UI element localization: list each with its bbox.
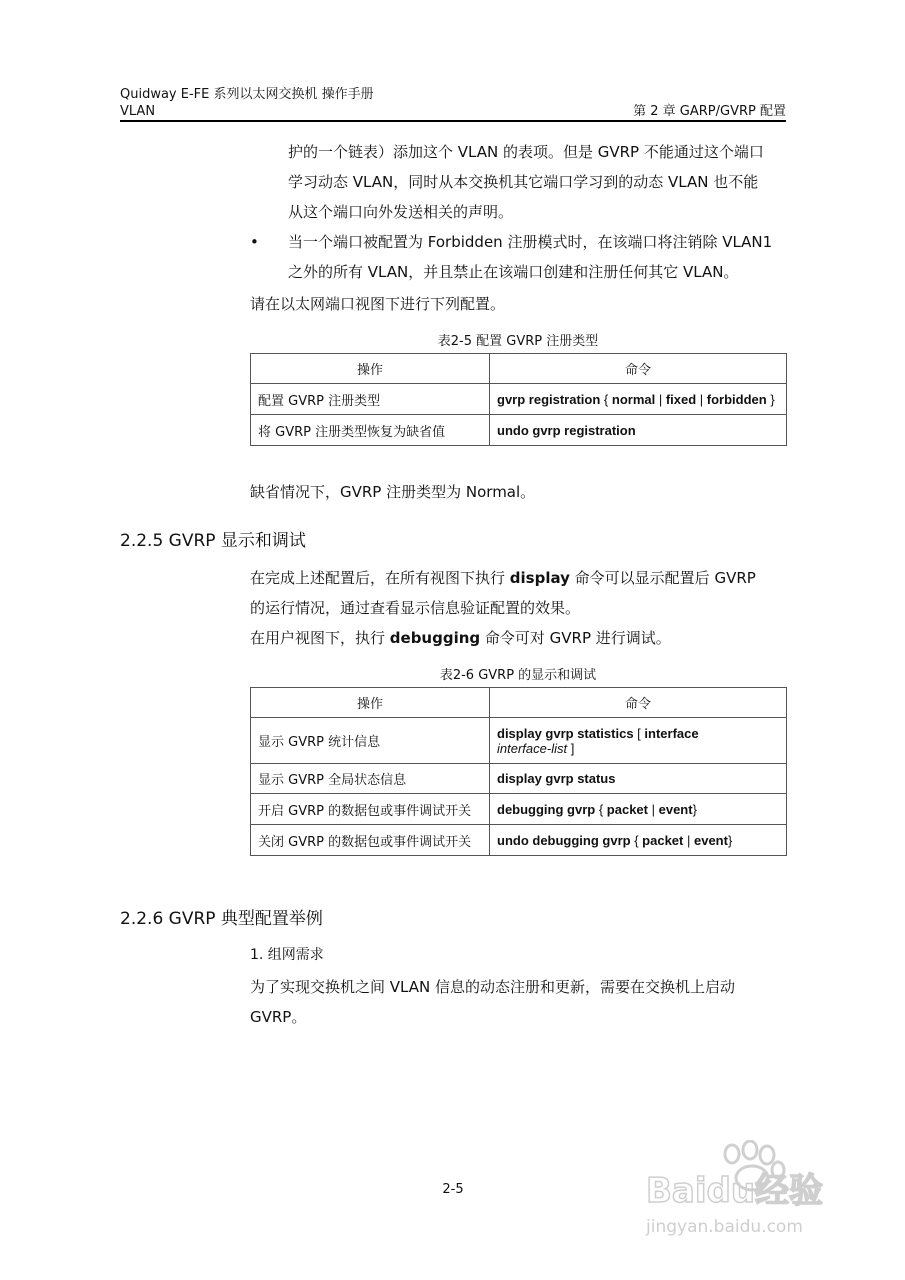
text-run: 命令可对 GVRP 进行调试。 (480, 629, 671, 647)
cmd-punct: | (683, 832, 694, 848)
section1-para1 (250, 563, 786, 593)
cmd-punct: { (595, 801, 607, 817)
table-row (251, 718, 787, 764)
cmd-keyword: gvrp registration (497, 391, 601, 407)
section2-body (250, 940, 786, 1032)
table-row (251, 384, 787, 415)
bullet-line-2: 之外的所有 VLAN，并且禁止在该端口创建和注册任何其它 VLAN。 (288, 263, 739, 281)
section1-para2 (250, 623, 786, 653)
table-header-row (251, 688, 787, 718)
op-cell: 显示 GVRP 全局状态信息 (251, 764, 490, 794)
cmd-keyword: interface (644, 725, 699, 741)
cmd-keyword: undo gvrp registration (497, 422, 636, 438)
chapter-title: 第 2 章 GARP/GVRP 配置 (633, 104, 786, 119)
cmd-cell (490, 794, 787, 825)
cmd-keyword: event (658, 801, 693, 817)
table1-caption: 表2-5 配置 GVRP 注册类型 (437, 334, 599, 349)
cmd-keyword: forbidden (706, 391, 767, 407)
section2-para-line1: 为了实现交换机之间 VLAN 信息的动态注册和更新，需要在交换机上启动 (250, 978, 735, 996)
table-header-cell: 命令 (490, 688, 787, 718)
header-line-2 (120, 103, 786, 120)
table-header-row (251, 354, 787, 384)
section2-para-line2: GVRP。 (250, 1008, 307, 1026)
cmd-punct: } (692, 801, 697, 817)
table2 (250, 687, 787, 856)
paw-icon (640, 1140, 860, 1250)
cmd-cell (490, 825, 787, 856)
page-number: 2-5 (442, 1182, 464, 1197)
bullet-line-1: 当一个端口被配置为 Forbidden 注册模式时，在该端口将注销除 VLAN1 (288, 233, 773, 251)
header-rule (120, 120, 786, 122)
cmd-cell (490, 718, 787, 764)
cmd-punct: ] (567, 740, 575, 756)
cmd-keyword: packet (642, 832, 684, 848)
config-instruction: 请在以太网端口视图下进行下列配置。 (250, 295, 506, 313)
cmd-punct: } (727, 832, 733, 848)
cmd-cell (490, 384, 787, 415)
table1 (250, 353, 787, 446)
table-row (251, 825, 787, 856)
table-row (251, 794, 787, 825)
cmd-keyword: normal (611, 391, 656, 407)
cmd-keyword: event (693, 832, 728, 848)
cmd-param: interface-list (497, 740, 568, 756)
cmd-cell (490, 764, 787, 794)
section-name: VLAN (120, 104, 156, 119)
table-header-cell: 操作 (251, 688, 490, 718)
cmd-punct: | (648, 801, 659, 817)
default-note: 缺省情况下，GVRP 注册类型为 Normal。 (250, 483, 536, 501)
table-row (251, 415, 787, 446)
op-cell: 开启 GVRP 的数据包或事件调试开关 (251, 794, 490, 825)
cmd-punct: } (766, 391, 775, 407)
cmd-cell (490, 415, 787, 446)
cmd-punct: { (630, 832, 643, 848)
bullet-icon: • (250, 233, 259, 251)
table2-caption: 表2-6 GVRP 的显示和调试 (439, 668, 597, 683)
op-cell: 显示 GVRP 统计信息 (251, 718, 490, 764)
intro-cont-line-3: 从这个端口向外发送相关的声明。 (288, 203, 514, 221)
cmd-punct: [ (633, 725, 645, 741)
baidu-watermark (640, 1140, 860, 1250)
section1-body (250, 563, 786, 653)
cmd-keyword: undo debugging gvrp (497, 832, 631, 848)
text-run: 命令可以显示配置后 GVRP (569, 569, 756, 587)
table-header-cell: 命令 (490, 354, 787, 384)
op-cell: 将 GVRP 注册类型恢复为缺省值 (251, 415, 490, 446)
subsection-title: 1. 组网需求 (250, 947, 324, 963)
intro-block (250, 137, 786, 319)
cmd-keyword: display gvrp status (497, 771, 616, 786)
op-cell: 关闭 GVRP 的数据包或事件调试开关 (251, 825, 490, 856)
table-header-cell: 操作 (251, 354, 490, 384)
page-header (120, 86, 786, 120)
intro-cont-line-1: 护的一个链表）添加这个 VLAN 的表项。但是 GVRP 不能通过这个端口 (288, 143, 764, 161)
command-display: display (509, 569, 570, 587)
text-run: 在用户视图下，执行 (250, 629, 390, 647)
cmd-keyword: display gvrp statistics (497, 725, 634, 741)
manual-title: Quidway E-FE 系列以太网交换机 操作手册 (120, 87, 374, 102)
cmd-keyword: fixed (665, 391, 697, 407)
text-run: 在完成上述配置后，在所有视图下执行 (250, 569, 510, 587)
watermark-url: jingyan.baidu.com (646, 1217, 803, 1237)
cmd-keyword: debugging gvrp (497, 801, 596, 817)
op-cell: 配置 GVRP 注册类型 (251, 384, 490, 415)
cmd-punct: | (655, 391, 666, 407)
watermark-brand: Baidu经验 (646, 1171, 824, 1211)
section-title-2-2-5: 2.2.5 GVRP 显示和调试 (120, 531, 306, 551)
table-row (251, 764, 787, 794)
cmd-punct: { (600, 391, 612, 407)
command-debugging: debugging (389, 629, 481, 647)
cmd-keyword: packet (606, 801, 648, 817)
intro-cont-line-2: 学习动态 VLAN，同时从本交换机其它端口学习到的动态 VLAN 也不能 (288, 173, 759, 191)
cmd-punct: | (696, 391, 707, 407)
section1-para1-line2: 的运行情况，通过查看显示信息验证配置的效果。 (250, 599, 581, 617)
section-title-2-2-6: 2.2.6 GVRP 典型配置举例 (120, 909, 323, 929)
bullet-item (250, 227, 786, 287)
